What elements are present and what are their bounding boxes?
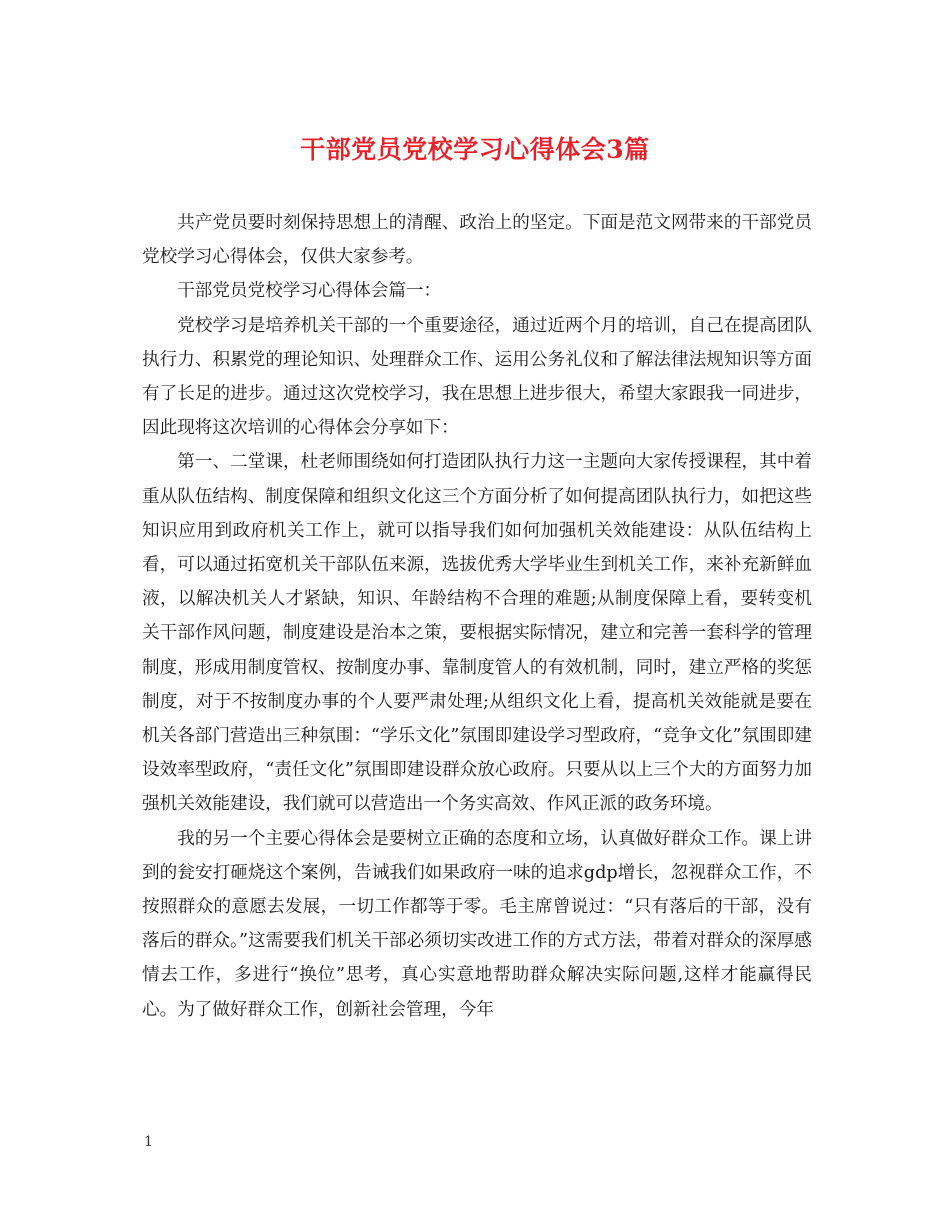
paragraph-body-3: 我的另一个主要心得体会是要树立正确的态度和立场，认真做好群众工作。课上讲到的瓮安打砸烧这个案例，告诫我们如果政府一味的追求gdp增长，忽视群众工作，不按照群众的意愿去发展，一切工作都等于零。毛主席曾说过：“只有落后的干部，没有落后的群众。”这需要我们机关干部必须切实改进工作的方式方法，带着对群众的深厚感情去工作，多进行“换位”思考，真心实意地帮助群众解决实际问题,这样才能赢得民心。为了做好群众工作，创新社会管理，今年 [142,828,812,1020]
page-number: 1 [144,1134,153,1150]
document-body [142,206,812,1027]
paragraph-intro: 共产党员要时刻保持思想上的清醒、政治上的坚定。下面是范文网带来的干部党员党校学习心得体会，仅供大家参考。 [142,213,812,268]
paragraph-section-heading: 干部党员党校学习心得体会篇一： [177,281,442,302]
document-title: 干部党员党校学习心得体会3篇 [300,135,650,164]
paragraph-body-1: 党校学习是培养机关干部的一个重要途径，通过近两个月的培训，自己在提高团队执行力、积累党的理论知识、处理群众工作、运用公务礼仪和了解法律法规知识等方面有了长足的进步。通过这次党校学习，我在思想上进步很大，希望大家跟我一同进步，因此现将这次培训的心得体会分享如下： [142,315,812,439]
paragraph-body-2: 第一、二堂课，杜老师围绕如何打造团队执行力这一主题向大家传授课程，其中着重从队伍结构、制度保障和组织文化这三个方面分析了如何提高团队执行力，如把这些知识应用到政府机关工作上，就可以指导我们如何加强机关效能建设：从队伍结构上看，可以通过拓宽机关干部队伍来源，选拔优秀大学毕业生到机关工作，来补充新鲜血液，以解决机关人才紧缺，知识、年龄结构不合理的难题;从制度保障上看，要转变机关干部作风问题，制度建设是治本之策，要根据实际情况，建立和完善一套科学的管理制度，形成用制度管权、按制度办事、靠制度管人的有效机制，同时，建立严格的奖惩制度，对于不按制度办事的个人要严肃处理;从组织文化上看，提高机关效能就是要在机关各部门营造出三种氛围：“学乐文化”氛围即建设学习型政府，“竞争文化”氛围即建设效率型政府，“责任文化”氛围即建设群众放心政府。只要从以上三个大的方面努力加强机关效能建设，我们就可以营造出一个务实高效、作风正派的政务环境。 [142,452,812,815]
